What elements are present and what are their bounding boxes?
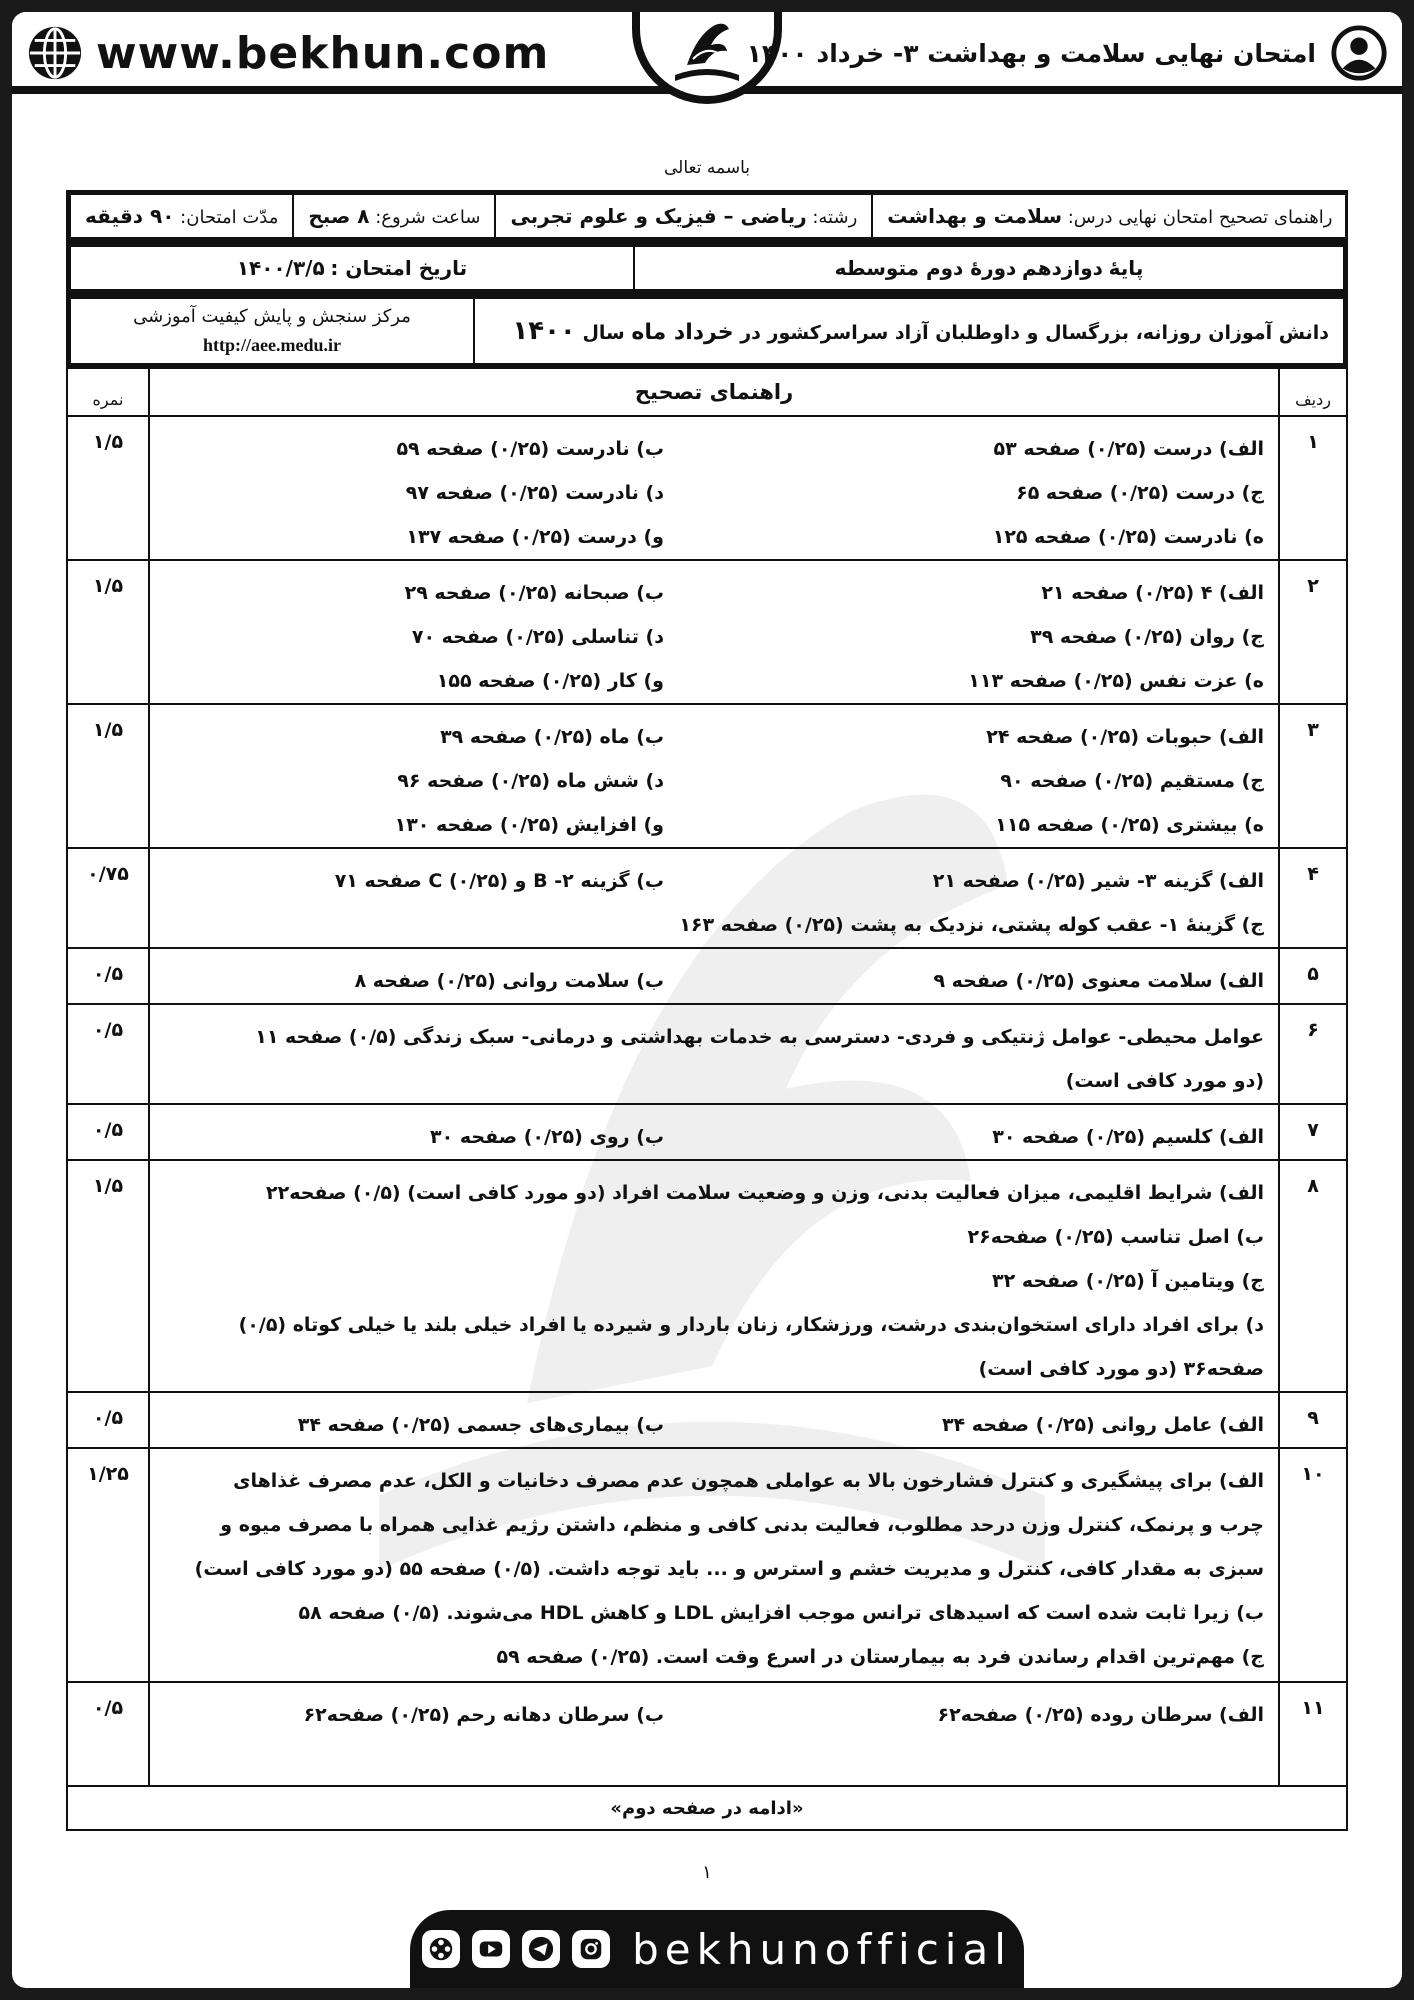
answer-line (164, 859, 1264, 903)
answer-text: ج) مهم‌ترین اقدام رساندن فرد به بیمارستان در اسرع وقت است. (۰/۲۵) صفحه ۵۹ (496, 1646, 1264, 1668)
grade: دوازدهم (1022, 256, 1103, 280)
answer-part-b: ب) نادرست (۰/۲۵) صفحه ۵۹ (396, 438, 664, 460)
table-header (67, 368, 1347, 416)
row-score: ۱/۵ (67, 560, 149, 704)
row-number: ۳ (1279, 704, 1347, 848)
answer-part-a: ه) عزت نفس (۰/۲۵) صفحه ۱۱۳ (968, 670, 1264, 692)
social-handle[interactable]: bekhunofficial (632, 1924, 1012, 1974)
row-number: ۷ (1279, 1104, 1347, 1160)
telegram-icon[interactable] (522, 1930, 560, 1968)
row-score: ۰/۵ (67, 1392, 149, 1448)
answer-line (164, 1693, 1264, 1737)
answer-part-b: د) شش ماه (۰/۲۵) صفحه ۹۶ (397, 770, 664, 792)
answer-part-a: الف) درست (۰/۲۵) صفحه ۵۳ (993, 438, 1264, 460)
table-row (67, 948, 1347, 1004)
row-score: ۰/۵ (67, 1004, 149, 1104)
website-text: www.bekhun.com (96, 27, 550, 79)
answer-part-a: الف) حبوبات (۰/۲۵) صفحه ۲۴ (986, 726, 1264, 748)
answer-part-a: ه) بیشتری (۰/۲۵) صفحه ۱۱۵ (995, 814, 1264, 836)
answer-part-a: ج) درست (۰/۲۵) صفحه ۶۵ (1016, 482, 1264, 504)
exam-year: ۱۴۰۰ (512, 316, 576, 346)
row-number: ۱۱ (1279, 1682, 1347, 1786)
globe-icon (26, 24, 84, 82)
answer-line (164, 1115, 1264, 1159)
row-score: ۱/۵ (67, 704, 149, 848)
answer-part-a: الف) عامل روانی (۰/۲۵) صفحه ۳۴ (941, 1414, 1264, 1436)
answer-cell (149, 704, 1279, 848)
answer-part-b: ب) ماه (۰/۲۵) صفحه ۳۹ (440, 726, 664, 748)
row-number: ۹ (1279, 1392, 1347, 1448)
header-row-2: پایۀ دوازدهم دورۀ دوم متوسطه تاریخ امتحان : ۱۴۰۰/۳/۵ (66, 242, 1348, 294)
header-row-1: راهنمای تصحیح امتحان نهایی درس: سلامت و بهداشت رشته: ریاضی – فیزیک و علوم تجربی ساعت شروع: ۸ صبح مدّت امتحان: ۹۰ دقیقه (66, 190, 1348, 242)
field-name: ریاضی – فیزیک و علوم تجربی (510, 204, 807, 228)
answer-text: صفحه۳۶ (دو مورد کافی است) (978, 1358, 1264, 1380)
row-number: ۵ (1279, 948, 1347, 1004)
table-row (67, 1104, 1347, 1160)
answer-text: ب) اصل تناسب (۰/۲۵) صفحه۲۶ (967, 1226, 1264, 1248)
answer-part-a: ج) مستقیم (۰/۲۵) صفحه ۹۰ (1000, 770, 1264, 792)
exam-title (747, 24, 1388, 82)
row-score: ۱/۵ (67, 416, 149, 560)
answer-line (164, 659, 1264, 703)
answer-part-b: ب) سلامت روانی (۰/۲۵) صفحه ۸ (354, 970, 664, 992)
table-row (67, 1392, 1347, 1448)
answer-part-b: و) کار (۰/۲۵) صفحه ۱۵۵ (436, 670, 664, 692)
row-score: ۰/۵ (67, 1104, 149, 1160)
answer-cell (149, 948, 1279, 1004)
table-row (67, 1448, 1347, 1682)
col-score: نمره (67, 368, 149, 416)
social-bar (410, 1910, 1024, 1988)
answer-part-a: الف) گزینه ۳- شیر (۰/۲۵) صفحه ۲۱ (932, 870, 1264, 892)
continue-row (67, 1786, 1347, 1830)
row-number: ۸ (1279, 1160, 1347, 1392)
table-row (67, 848, 1347, 948)
answer-text: ج) گزینۀ ۱- عقب کوله پشتی، نزدیک به پشت (۰/۲۵) صفحه ۱۶۳ (679, 914, 1264, 936)
row-score: ۱/۲۵ (67, 1448, 149, 1682)
answer-part-a: ج) روان (۰/۲۵) صفحه ۳۹ (1030, 626, 1264, 648)
answer-part-b: ب) سرطان دهانه رحم (۰/۲۵) صفحه۶۲ (303, 1704, 664, 1726)
row-number: ۲ (1279, 560, 1347, 704)
answer-line (164, 803, 1264, 847)
duration: ۹۰ دقیقه (85, 204, 175, 228)
course-name: سلامت و بهداشت (887, 204, 1062, 228)
user-icon (1330, 24, 1388, 82)
answer-line (164, 471, 1264, 515)
answer-part-a: ه) نادرست (۰/۲۵) صفحه ۱۲۵ (992, 526, 1264, 548)
row-number: ۴ (1279, 848, 1347, 948)
table-row (67, 560, 1347, 704)
answer-text: چرب و پرنمک، کنترل وزن درحد مطلوب، فعالیت بدنی کافی و منظم، داشتن رژیم غذایی همراه با مصرف میوه و (220, 1514, 1264, 1536)
answer-text: (دو مورد کافی است) (1065, 1070, 1264, 1092)
answer-text: الف) برای پیشگیری و کنترل فشارخون بالا به عواملی همچون عدم مصرف دخانیات و الکل، عدم مصرف غذاهای (233, 1470, 1264, 1492)
row-number: ۱ (1279, 416, 1347, 560)
table-row (67, 1160, 1347, 1392)
answer-part-b: و) افزایش (۰/۲۵) صفحه ۱۳۰ (394, 814, 664, 836)
youtube-icon[interactable] (472, 1930, 510, 1968)
exam-month: خرداد ماه (631, 320, 734, 345)
center-name: مرکز سنجش و پایش کیفیت آموزشی (133, 306, 411, 327)
answer-cell (149, 1160, 1279, 1392)
answer-line (164, 1403, 1264, 1447)
answer-part-a: الف) ۴ (۰/۲۵) صفحه ۲۱ (1041, 582, 1264, 604)
table-row (67, 704, 1347, 848)
aparat-icon[interactable] (422, 1930, 460, 1968)
col-row: ردیف (1279, 368, 1347, 416)
page-frame (12, 12, 1402, 1988)
col-guide: راهنمای تصحیح (149, 368, 1279, 416)
answer-line (164, 759, 1264, 803)
answer-line (164, 427, 1264, 471)
page-number: ۱ (702, 1862, 712, 1883)
answer-part-b: و) درست (۰/۲۵) صفحه ۱۳۷ (406, 526, 664, 548)
answer-line (164, 959, 1264, 1003)
exam-date: ۱۴۰۰/۳/۵ (236, 256, 325, 280)
row-score: ۱/۵ (67, 1160, 149, 1392)
answer-text: ج) ویتامین آ (۰/۲۵) صفحه ۳۲ (992, 1270, 1264, 1292)
answer-cell (149, 560, 1279, 704)
start-time: ۸ صبح (308, 204, 370, 228)
answer-part-b: د) نادرست (۰/۲۵) صفحه ۹۷ (405, 482, 664, 504)
answer-part-b: ب) بیماری‌های جسمی (۰/۲۵) صفحه ۳۴ (297, 1414, 664, 1436)
answer-text: الف) شرایط اقلیمی، میزان فعالیت بدنی، وزن و وضعیت سلامت افراد (دو مورد کافی است) (۰/۵) صفحه۲۲ (266, 1182, 1264, 1204)
answer-cell (149, 1682, 1279, 1786)
answer-text: عوامل محیطی- عوامل ژنتیکی و فردی- دسترسی به خدمات بهداشتی و درمانی- سبک زندگی (۰/۵) صفحه ۱۱ (255, 1026, 1264, 1048)
answer-cell (149, 1104, 1279, 1160)
answer-part-b: ب) صبحانه (۰/۲۵) صفحه ۲۹ (404, 582, 664, 604)
top-banner (12, 12, 1402, 94)
answer-part-a: الف) سرطان روده (۰/۲۵) صفحه۶۲ (937, 1704, 1264, 1726)
answer-text: د) برای افراد دارای استخوان‌بندی درشت، ورزشکار، زنان باردار و شیرده یا افراد خیلی بلند یا خیلی کوتاه (۰/۵) (238, 1314, 1264, 1336)
row-score: ۰/۷۵ (67, 848, 149, 948)
table-row (67, 416, 1347, 560)
answer-part-a: الف) کلسیم (۰/۲۵) صفحه ۳۰ (992, 1126, 1264, 1148)
answer-line (164, 515, 1264, 559)
answer-cell (149, 1004, 1279, 1104)
answer-table (66, 367, 1348, 1819)
continue-note: «ادامه در صفحه دوم» (67, 1786, 1347, 1830)
row-score: ۰/۵ (67, 1682, 149, 1786)
answer-part-a: الف) سلامت معنوی (۰/۲۵) صفحه ۹ (933, 970, 1264, 992)
answer-cell (149, 416, 1279, 560)
row-score: ۰/۵ (67, 948, 149, 1004)
answer-part-b: ب) گزینه ۲- B و C (۰/۲۵) صفحه ۷۱ (334, 870, 664, 892)
answer-line (164, 571, 1264, 615)
answer-text: سبزی به مقدار کافی، کنترل و مدیریت خشم و استرس و ... باید توجه داشت. (۰/۵) صفحه ۵۵ (دو مورد کافی است) (194, 1558, 1264, 1580)
book-logo-icon (667, 15, 747, 89)
header-row-3: دانش آموزان روزانه، بزرگسال و داوطلبان آزاد سراسرکشور در خرداد ماه سال ۱۴۰۰ مرکز سنجش و پایش کیفیت آموزشی http://aee.medu.ir (66, 294, 1348, 368)
answer-cell (149, 1448, 1279, 1682)
answer-cell (149, 1392, 1279, 1448)
answer-text: ب) زیرا ثابت شده است که اسیدهای ترانس موجب افزایش LDL و کاهش HDL می‌شوند. (۰/۵) صفحه ۵۸ (298, 1602, 1264, 1624)
answer-line (164, 715, 1264, 759)
exam-title-text: امتحان نهایی سلامت و بهداشت ۳- خرداد ۱۴۰۰ (746, 38, 1316, 68)
answer-cell (149, 848, 1279, 948)
instagram-icon[interactable] (572, 1930, 610, 1968)
bismillah: باسمه تعالی (664, 158, 750, 178)
answer-part-b: د) تناسلی (۰/۲۵) صفحه ۷۰ (411, 626, 664, 648)
row-number: ۱۰ (1279, 1448, 1347, 1682)
table-row (67, 1682, 1347, 1786)
answer-part-b: ب) روی (۰/۲۵) صفحه ۳۰ (430, 1126, 664, 1148)
answer-line (164, 615, 1264, 659)
row-number: ۶ (1279, 1004, 1347, 1104)
website-link[interactable] (26, 24, 549, 82)
table-row (67, 1004, 1347, 1104)
center-url[interactable]: http://aee.medu.ir (203, 335, 341, 355)
